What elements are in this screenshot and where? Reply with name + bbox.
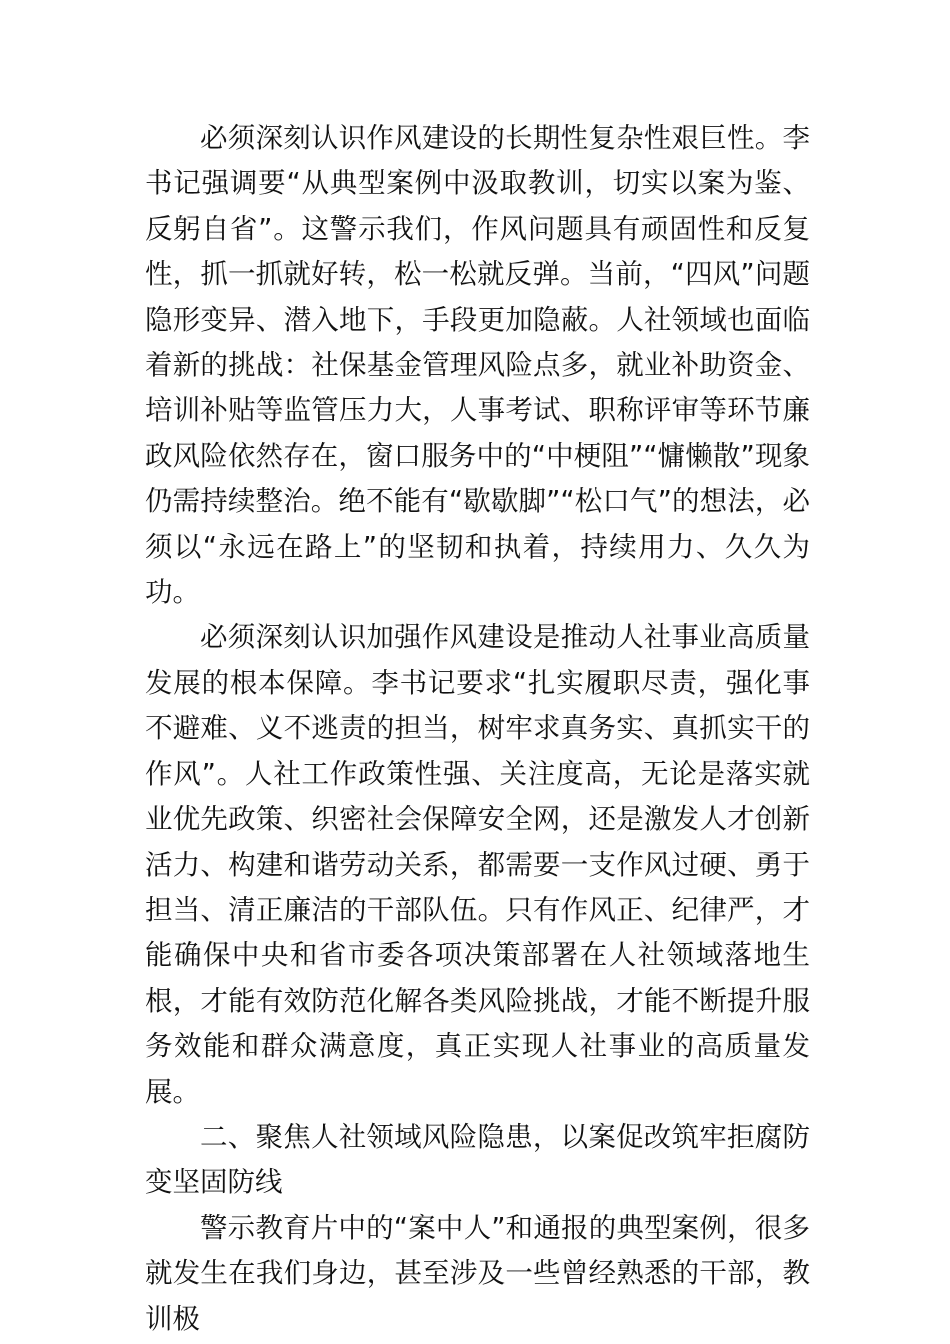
paragraph-style-persistence: 必须深刻认识作风建设的长期性复杂性艰巨性。李书记强调要“从典型案例中汲取教训，切实以案为鉴、反躬自省”。这警示我们，作风问题具有顽固性和反复性，抓一抓就好转，松一松就反弹。当前，“四风”问题隐形变异、潜入地下，手段更加隐蔽。人社领域也面临着新的挑战：社保基金管理风险点多，就业补助资金、培训补贴等监管压力大，人事考试、职称评审等环节廉政风险依然存在，窗口服务中的“中梗阻”“慵懒散”现象仍需持续整治。绝不能有“歇歇脚”“松口气”的想法，必须以“永远在路上”的坚韧和执着，持续用力、久久为功。	[145, 122, 810, 609]
document-body	[145, 116, 810, 1342]
paragraph-warning-education: 警示教育片中的“案中人”和通报的典型案例，很多就发生在我们身边，甚至涉及一些曾经熟悉的干部，教训极	[145, 1211, 810, 1335]
section-heading-2: 二、聚焦人社领域风险隐患，以案促改筑牢拒腐防变坚固防线	[145, 1120, 810, 1199]
paragraph-work-style-guarantee: 必须深刻认识加强作风建设是推动人社事业高质量发展的根本保障。李书记要求“扎实履职尽责，强化事不避难、义不逃责的担当，树牢求真务实、真抓实干的作风”。人社工作政策性强、关注度高，无论是落实就业优先政策、织密社会保障安全网，还是激发人才创新活力、构建和谐劳动关系，都需要一支作风过硬、勇于担当、清正廉洁的干部队伍。只有作风正、纪律严，才能确保中央和省市委各项决策部署在人社领域落地生根，才能有效防范化解各类风险挑战，才能不断提升服务效能和群众满意度，真正实现人社事业的高质量发展。	[145, 621, 810, 1108]
